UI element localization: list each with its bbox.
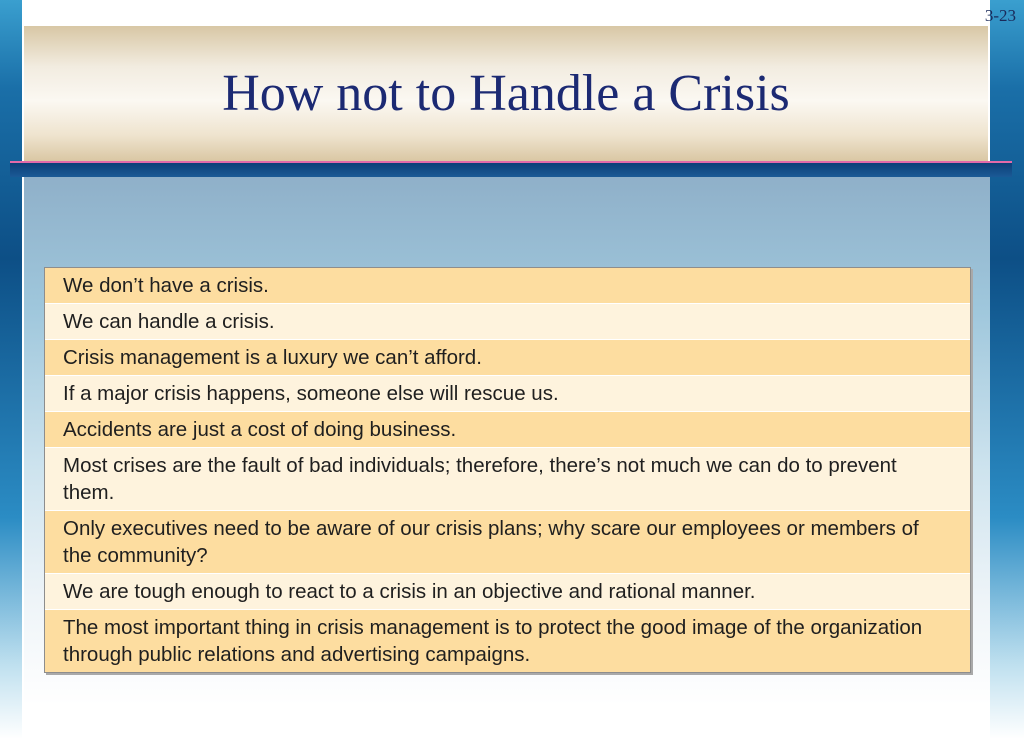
- left-decorative-bar: [0, 0, 22, 739]
- title-band: [24, 26, 988, 162]
- slide-number: 3-23: [984, 6, 1016, 25]
- table-row: If a major crisis happens, someone else will rescue us.: [45, 375, 970, 411]
- table-row: Most crises are the fault of bad individuals; therefore, there’s not much we can do to prevent them.: [45, 447, 970, 510]
- table-row: Crisis management is a luxury we can’t afford.: [45, 339, 970, 375]
- table-row: Only executives need to be aware of our crisis plans; why scare our employees or members of the community?: [45, 510, 970, 573]
- slide-title: How not to Handle a Crisis: [222, 65, 790, 122]
- table-row: We can handle a crisis.: [45, 303, 970, 339]
- crisis-myths-table: [44, 267, 971, 673]
- table-row: We don’t have a crisis.: [45, 268, 970, 303]
- table-row: We are tough enough to react to a crisis in an objective and rational manner.: [45, 573, 970, 609]
- header-bar: [10, 163, 1012, 177]
- table-row: The most important thing in crisis management is to protect the good image of the organization through public relations and advertising campaigns.: [45, 609, 970, 672]
- right-decorative-bar: [990, 0, 1024, 739]
- table-row: Accidents are just a cost of doing business.: [45, 411, 970, 447]
